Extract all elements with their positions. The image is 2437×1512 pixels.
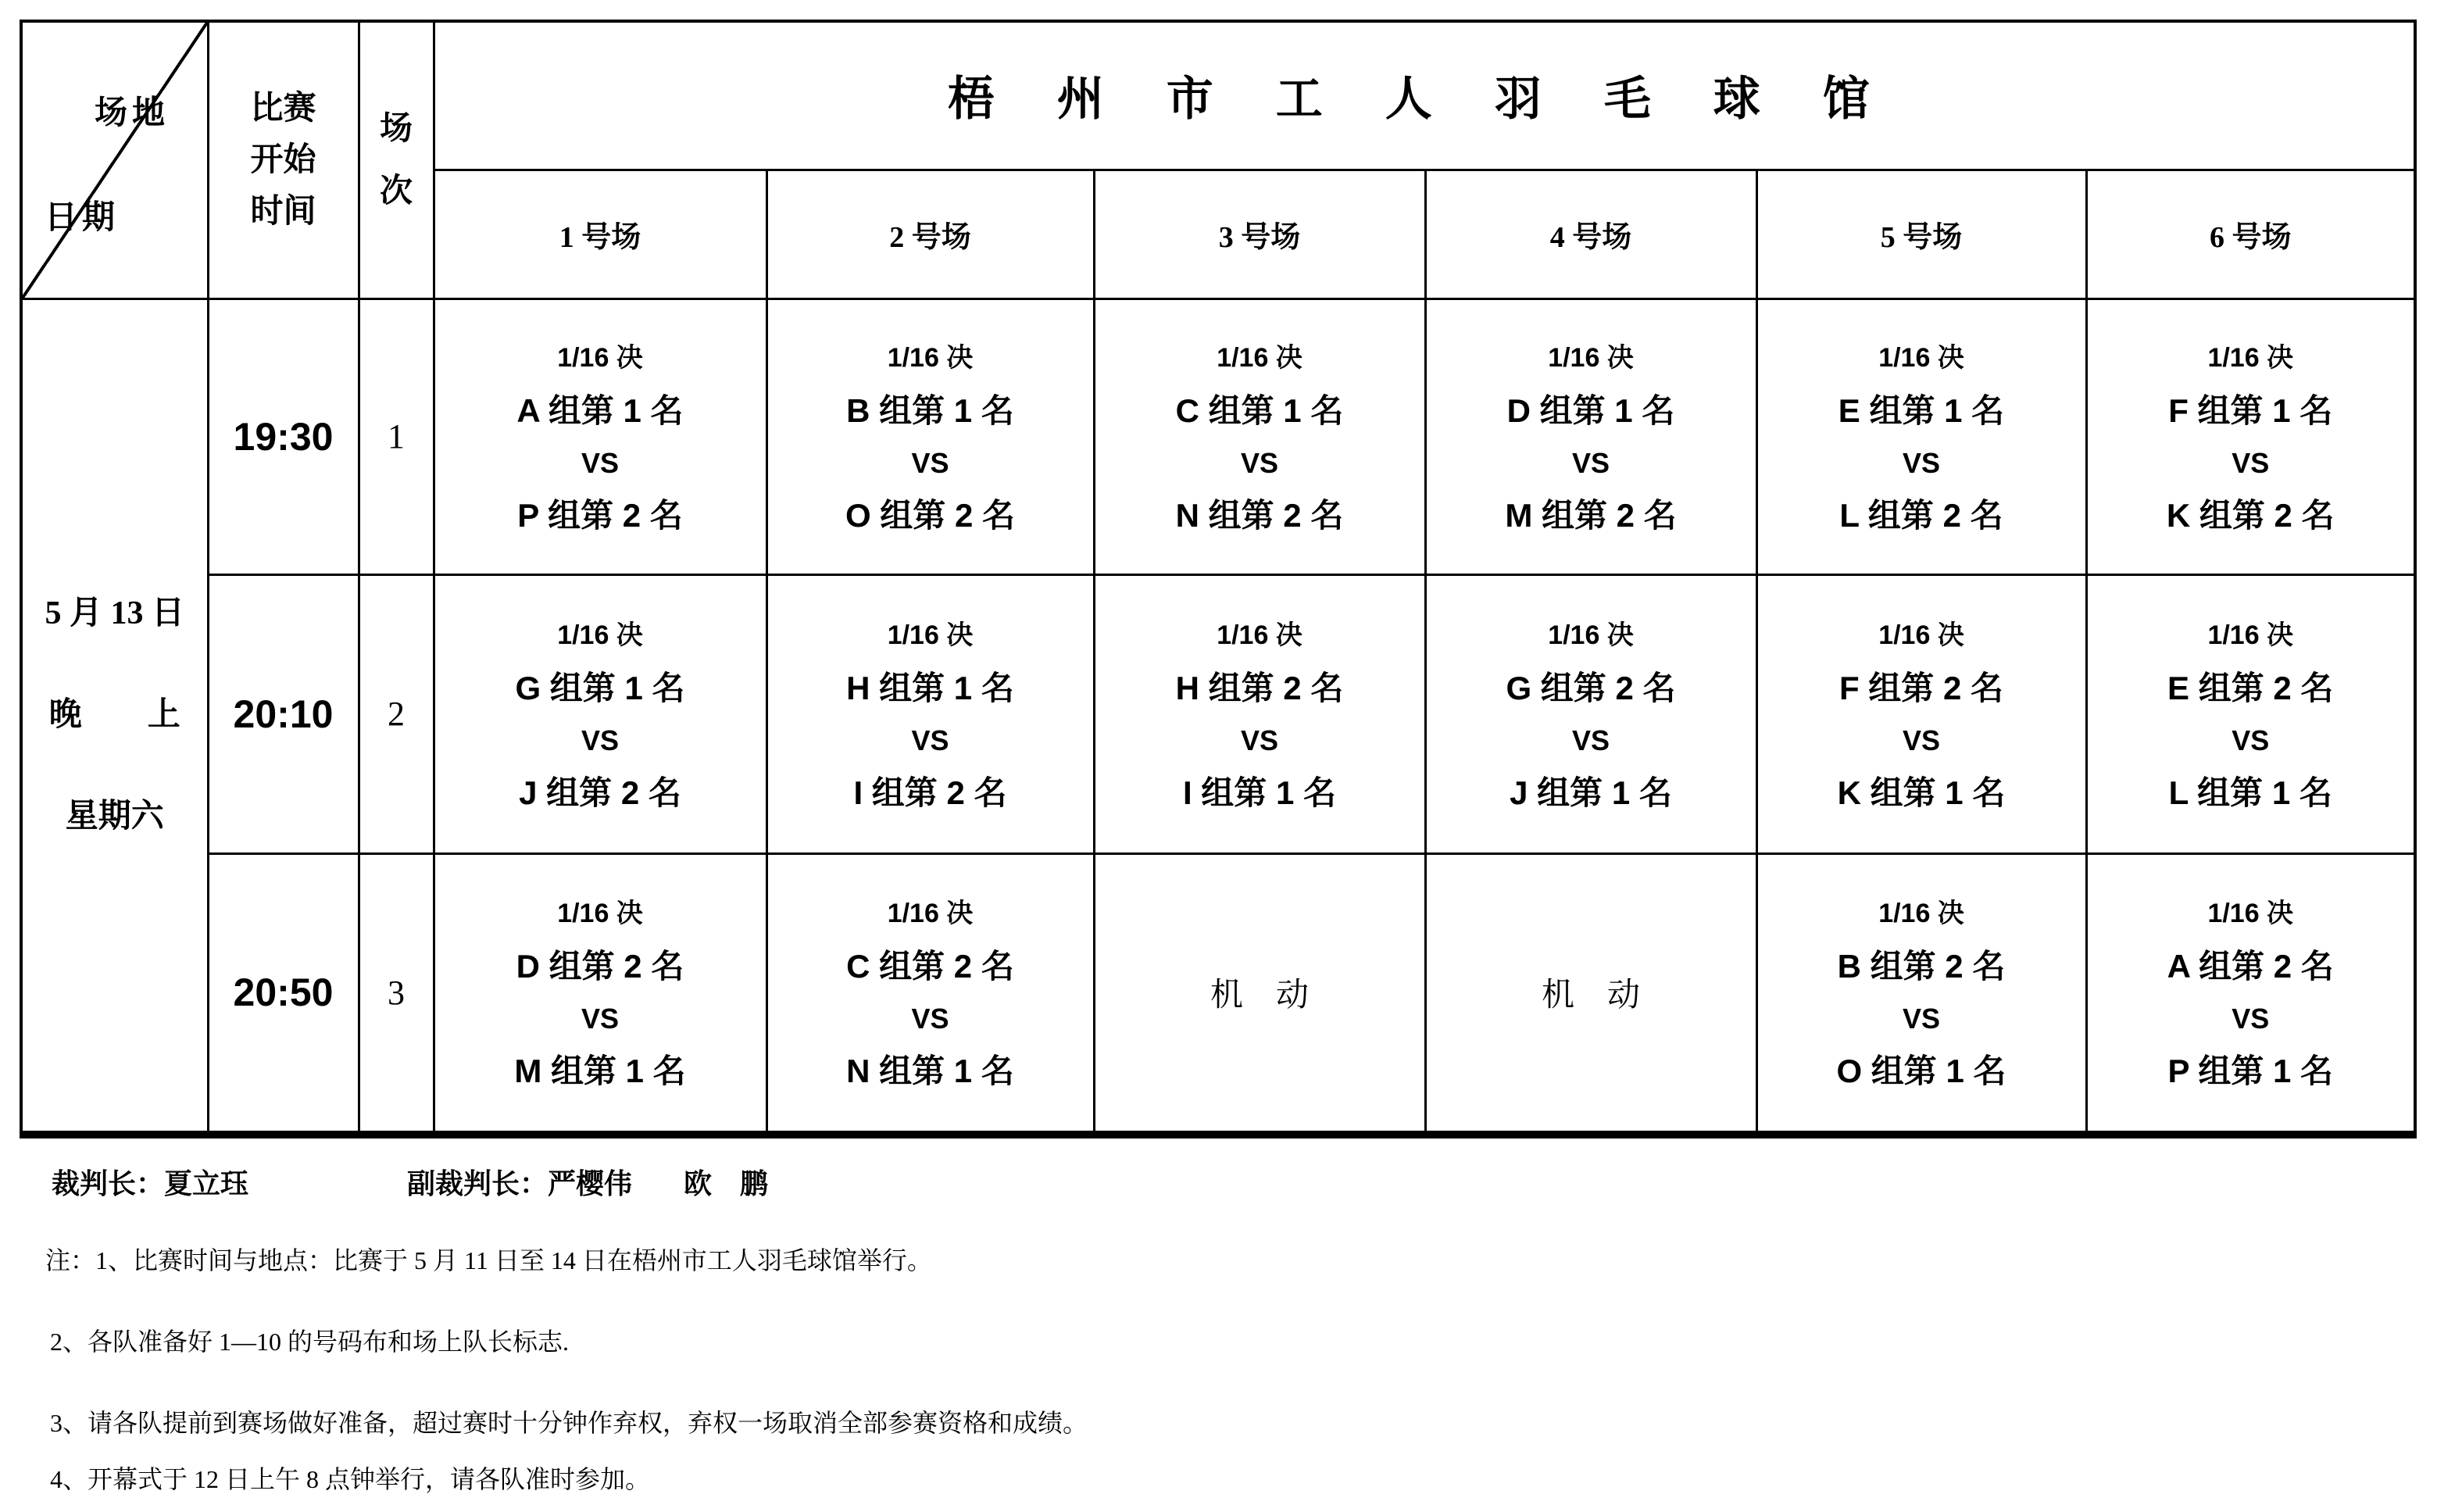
match-team-bottom: M 组第 2 名	[1505, 496, 1677, 534]
match-team-bottom: N 组第 1 名	[846, 1053, 1014, 1090]
date-line-1: 5 月 13 日	[45, 595, 184, 632]
match-team-top: G 组第 1 名	[515, 669, 685, 706]
session-number-3: 3	[359, 853, 434, 1135]
match-r2-c4	[1425, 574, 1756, 853]
match-vs: VS	[1571, 446, 1610, 479]
date-line-2: 晚 上	[48, 697, 180, 734]
deputy-referee-label: 副裁判长：严樱伟	[407, 1167, 633, 1199]
match-team-bottom: K 组第 2 名	[2166, 496, 2335, 534]
court-header-4: 4 号场	[1425, 170, 1756, 298]
court-header-3: 3 号场	[1094, 170, 1425, 298]
match-round: 1/16 决	[557, 899, 643, 929]
time-header-line: 开始	[250, 141, 316, 178]
match-round: 1/16 决	[2207, 342, 2294, 373]
match-team-bottom: N 组第 2 名	[1175, 496, 1344, 534]
match-r1-c3	[1094, 298, 1425, 574]
match-team-bottom: L 组第 1 名	[2168, 774, 2332, 811]
date-cell	[21, 298, 208, 1135]
schedule-row-1	[21, 298, 2415, 574]
session-column-header	[359, 21, 434, 298]
match-team-top: B 组第 2 名	[1837, 948, 2006, 985]
date-line-3: 星期六	[65, 799, 164, 835]
match-vs: VS	[1240, 446, 1279, 479]
match-team-top: A 组第 1 名	[516, 391, 684, 429]
session-number-2: 2	[359, 574, 434, 853]
match-team-top: A 组第 2 名	[2167, 948, 2334, 985]
match-round: 1/16 决	[2207, 899, 2294, 929]
match-r1-c2	[766, 298, 1094, 574]
match-team-bottom: K 组第 1 名	[1837, 774, 2006, 811]
match-r2-c5	[1756, 574, 2086, 853]
referee-line	[0, 1162, 2437, 1201]
match-team-top: H 组第 2 名	[1175, 669, 1344, 706]
note-1: 注：1、比赛时间与地点：比赛于 5 月 11 日至 14 日在梧州市工人羽毛球馆举行。	[45, 1246, 932, 1274]
match-team-bottom: J 组第 2 名	[519, 774, 681, 811]
match-team-top: F 组第 1 名	[2168, 391, 2333, 429]
venue-title-cell	[434, 21, 2415, 170]
start-time-2: 20:10	[208, 574, 359, 853]
header-row-title	[21, 21, 2415, 170]
match-vs: VS	[911, 724, 949, 756]
match-round: 1/16 决	[1878, 620, 1964, 650]
match-team-bottom: P 组第 2 名	[517, 496, 683, 534]
court-header-1: 1 号场	[434, 170, 766, 298]
time-header-line: 比赛	[250, 90, 316, 127]
venue-title: 梧州市工人羽毛球馆	[947, 73, 1932, 126]
match-round: 1/16 决	[1217, 342, 1302, 373]
match-team-bottom: P 组第 1 名	[2167, 1053, 2334, 1090]
match-r2-c2	[766, 574, 1094, 853]
match-team-bottom: O 组第 1 名	[1836, 1053, 2006, 1090]
schedule-table	[20, 20, 2417, 1138]
match-team-bottom: M 组第 1 名	[514, 1053, 686, 1090]
match-round: 1/16 决	[557, 620, 643, 650]
match-round: 1/16 决	[887, 342, 974, 373]
match-r2-c1	[434, 574, 766, 853]
match-r1-c1	[434, 298, 766, 574]
court-header-6: 6 号场	[2086, 170, 2415, 298]
note-4: 4、开幕式于 12 日上午 8 点钟举行，请各队准时参加。	[50, 1465, 651, 1493]
match-round: 1/16 决	[1548, 342, 1634, 373]
reserve-cell-court4: 机 动	[1425, 853, 1756, 1135]
match-vs: VS	[911, 1003, 949, 1035]
match-round: 1/16 决	[1217, 620, 1302, 650]
match-team-top: F 组第 2 名	[1838, 669, 2004, 706]
match-team-top: D 组第 1 名	[1506, 391, 1675, 429]
match-team-top: E 组第 1 名	[1838, 391, 2005, 429]
match-round: 1/16 决	[1878, 899, 1964, 929]
match-team-top: B 组第 1 名	[846, 391, 1014, 429]
note-2: 2、各队准备好 1—10 的号码布和场上队长标志.	[50, 1328, 570, 1356]
match-vs: VS	[1902, 446, 1941, 479]
match-round: 1/16 决	[887, 899, 974, 929]
match-vs: VS	[1240, 724, 1279, 756]
match-team-bottom: I 组第 1 名	[1182, 774, 1337, 811]
start-time-3: 20:50	[208, 853, 359, 1135]
match-round: 1/16 决	[1548, 620, 1634, 650]
match-vs: VS	[1902, 1003, 1941, 1035]
corner-venue-label: 场地	[95, 95, 170, 131]
session-number-1: 1	[359, 298, 434, 574]
match-r3-c6	[2086, 853, 2415, 1135]
note-3: 3、请各队提前到赛场做好准备，超过赛时十分钟作弃权，弃权一场取消全部参赛资格和成绩。	[50, 1409, 1088, 1437]
match-vs: VS	[581, 1003, 620, 1035]
match-r1-c4	[1425, 298, 1756, 574]
match-vs: VS	[1571, 724, 1610, 756]
match-vs: VS	[2232, 724, 2270, 756]
match-round: 1/16 决	[887, 620, 974, 650]
match-team-top: E 组第 2 名	[2167, 669, 2334, 706]
corner-diagonal-cell	[21, 21, 208, 298]
reserve-cell-court3: 机 动	[1094, 853, 1425, 1135]
match-team-top: G 组第 2 名	[1506, 669, 1676, 706]
chief-referee-label: 裁判长：夏立珏	[52, 1167, 249, 1199]
match-round: 1/16 决	[1878, 342, 1964, 373]
start-time-1: 19:30	[208, 298, 359, 574]
corner-date-label: 日期	[45, 200, 120, 236]
match-r3-c2	[766, 853, 1094, 1135]
match-r3-c1	[434, 853, 766, 1135]
match-team-top: C 组第 2 名	[846, 948, 1014, 985]
match-round: 1/16 决	[2207, 620, 2294, 650]
match-r1-c5	[1756, 298, 2086, 574]
match-team-top: D 组第 2 名	[516, 948, 684, 985]
match-team-bottom: J 组第 1 名	[1510, 774, 1672, 811]
deputy-referee-2-label: 欧 鹏	[684, 1167, 769, 1199]
court-header-2: 2 号场	[766, 170, 1094, 298]
match-team-top: C 组第 1 名	[1175, 391, 1344, 429]
match-vs: VS	[581, 446, 620, 479]
match-team-bottom: L 组第 2 名	[1839, 496, 2003, 534]
match-vs: VS	[1902, 724, 1941, 756]
match-team-bottom: O 组第 2 名	[845, 496, 1016, 534]
time-header-line: 时间	[250, 193, 316, 230]
match-team-top: H 组第 1 名	[846, 669, 1014, 706]
match-vs: VS	[2232, 1003, 2270, 1035]
schedule-row-2	[21, 574, 2415, 853]
match-vs: VS	[2232, 446, 2270, 479]
time-column-header	[208, 21, 359, 298]
match-team-bottom: I 组第 2 名	[853, 774, 1007, 811]
court-header-5: 5 号场	[1756, 170, 2086, 298]
session-header-line: 次	[379, 173, 413, 209]
match-vs: VS	[911, 446, 949, 479]
match-r2-c3	[1094, 574, 1425, 853]
match-r1-c6	[2086, 298, 2415, 574]
match-round: 1/16 决	[557, 342, 643, 373]
match-vs: VS	[581, 724, 620, 756]
schedule-row-3	[21, 853, 2415, 1135]
session-header-line: 场	[379, 110, 413, 147]
match-r3-c5	[1756, 853, 2086, 1135]
match-r2-c6	[2086, 574, 2415, 853]
